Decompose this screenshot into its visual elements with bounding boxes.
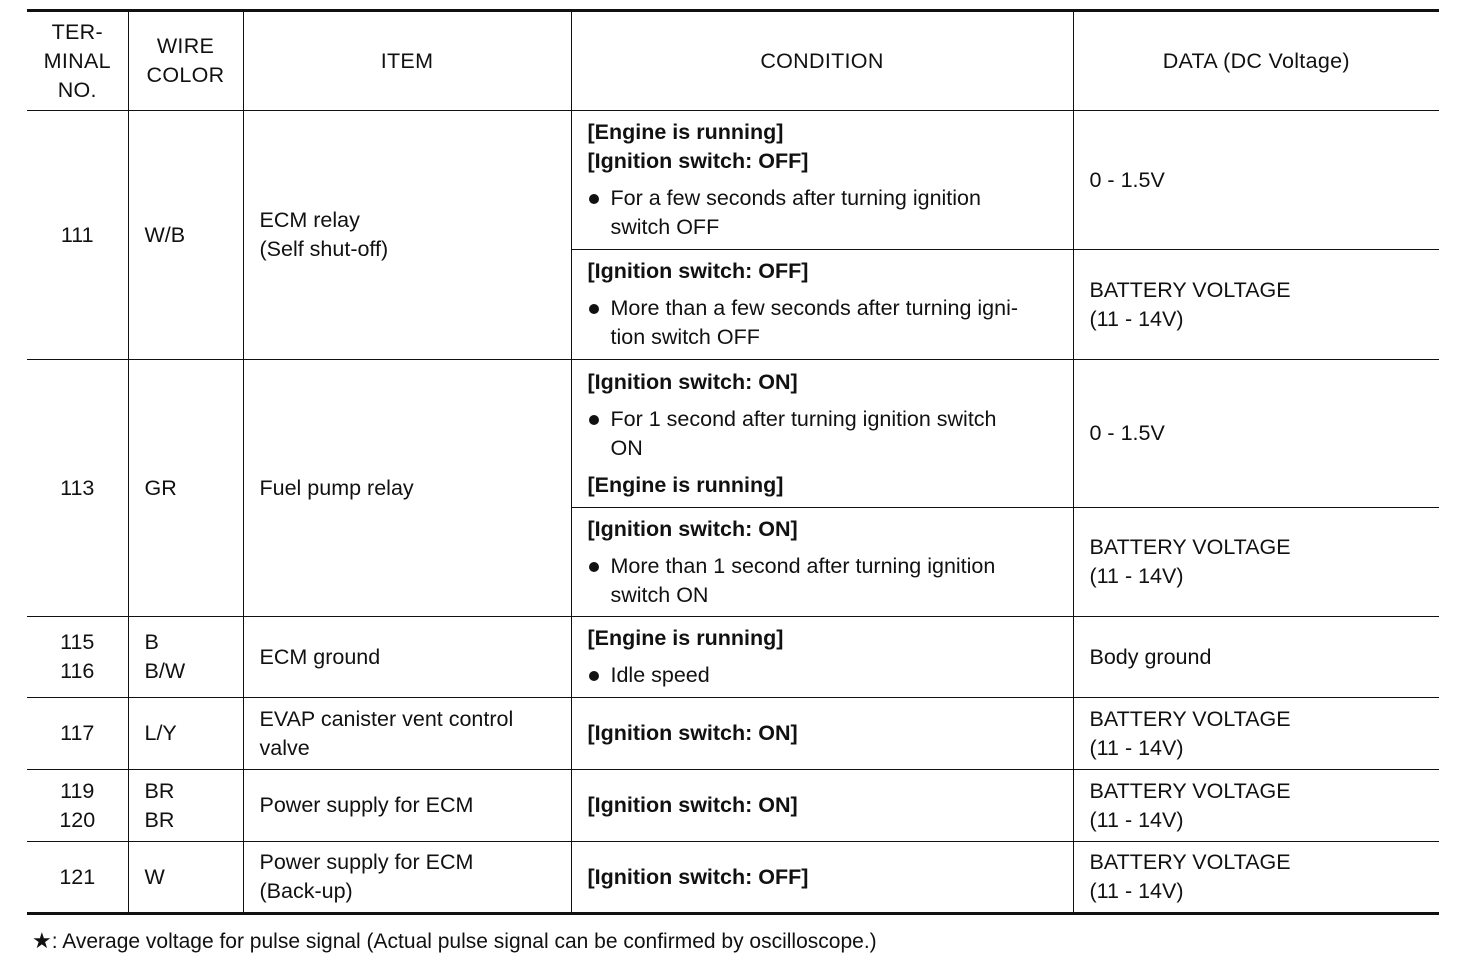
- item-name: ECM ground: [243, 617, 571, 698]
- condition-cell: [Ignition switch: ON] For 1 second after turning ignition switch ON [Engine is running]: [571, 360, 1073, 508]
- condition-cell: [Ignition switch: OFF]: [571, 842, 1073, 914]
- header-wire-color: WIRE COLOR: [128, 11, 243, 111]
- item-name: EVAP canister vent control valve: [243, 698, 571, 770]
- table-row: [27, 360, 1439, 508]
- wire-color: B B/W: [128, 617, 243, 698]
- ecm-terminal-table: [27, 9, 1439, 915]
- data-value: 0 - 1.5V: [1073, 111, 1439, 250]
- condition-bullet: More than 1 second after turning ignition switch ON: [588, 552, 1059, 610]
- terminal-no: 117: [27, 698, 128, 770]
- table-row: [27, 698, 1439, 770]
- terminal-no: 115 116: [27, 617, 128, 698]
- header-row: [27, 11, 1439, 111]
- data-value: BATTERY VOLTAGE (11 - 14V): [1073, 698, 1439, 770]
- item-name: ECM relay (Self shut-off): [243, 111, 571, 360]
- condition-cell: [Ignition switch: ON] More than 1 second after turning ignition switch ON: [571, 508, 1073, 617]
- terminal-no: 111: [27, 111, 128, 360]
- condition-cell: [Engine is running] Idle speed: [571, 617, 1073, 698]
- condition-bullet: For 1 second after turning ignition switch ON: [588, 405, 1059, 463]
- data-value: BATTERY VOLTAGE (11 - 14V): [1073, 508, 1439, 617]
- table-row: [27, 111, 1439, 250]
- wire-color: GR: [128, 360, 243, 617]
- item-name: Power supply for ECM: [243, 770, 571, 842]
- condition-cell: [Ignition switch: ON]: [571, 770, 1073, 842]
- item-name: Power supply for ECM (Back-up): [243, 842, 571, 914]
- item-name: Fuel pump relay: [243, 360, 571, 617]
- footnote: [32, 926, 877, 957]
- table-row: [27, 842, 1439, 914]
- table-row: [27, 617, 1439, 698]
- header-condition: CONDITION: [571, 11, 1073, 111]
- condition-bullet: For a few seconds after turning ignition switch OFF: [588, 184, 1059, 242]
- footnote-text: : Average voltage for pulse signal (Actual pulse signal can be confirmed by oscilloscope.): [51, 930, 877, 953]
- wire-color: L/Y: [128, 698, 243, 770]
- wire-color: BR BR: [128, 770, 243, 842]
- header-item: ITEM: [243, 11, 571, 111]
- data-value: 0 - 1.5V: [1073, 360, 1439, 508]
- terminal-no: 119 120: [27, 770, 128, 842]
- terminal-no: 113: [27, 360, 128, 617]
- header-data: DATA (DC Voltage): [1073, 11, 1439, 111]
- condition-cell: [Ignition switch: ON]: [571, 698, 1073, 770]
- header-terminal-no: TER- MINAL NO.: [27, 11, 128, 111]
- data-value: BATTERY VOLTAGE (11 - 14V): [1073, 770, 1439, 842]
- star-icon: ★: [32, 928, 52, 953]
- condition-cell: [Ignition switch: OFF] More than a few seconds after turning igni- tion switch OFF: [571, 250, 1073, 360]
- wire-color: W/B: [128, 111, 243, 360]
- condition-bullet: Idle speed: [588, 661, 1059, 690]
- terminal-no: 121: [27, 842, 128, 914]
- data-value: BATTERY VOLTAGE (11 - 14V): [1073, 250, 1439, 360]
- table-row: [27, 770, 1439, 842]
- condition-cell: [Engine is running] [Ignition switch: OFF] For a few seconds after turning ignition switch OFF: [571, 111, 1073, 250]
- data-value: BATTERY VOLTAGE (11 - 14V): [1073, 842, 1439, 914]
- wire-color: W: [128, 842, 243, 914]
- data-value: Body ground: [1073, 617, 1439, 698]
- condition-bullet: More than a few seconds after turning igni- tion switch OFF: [588, 294, 1059, 352]
